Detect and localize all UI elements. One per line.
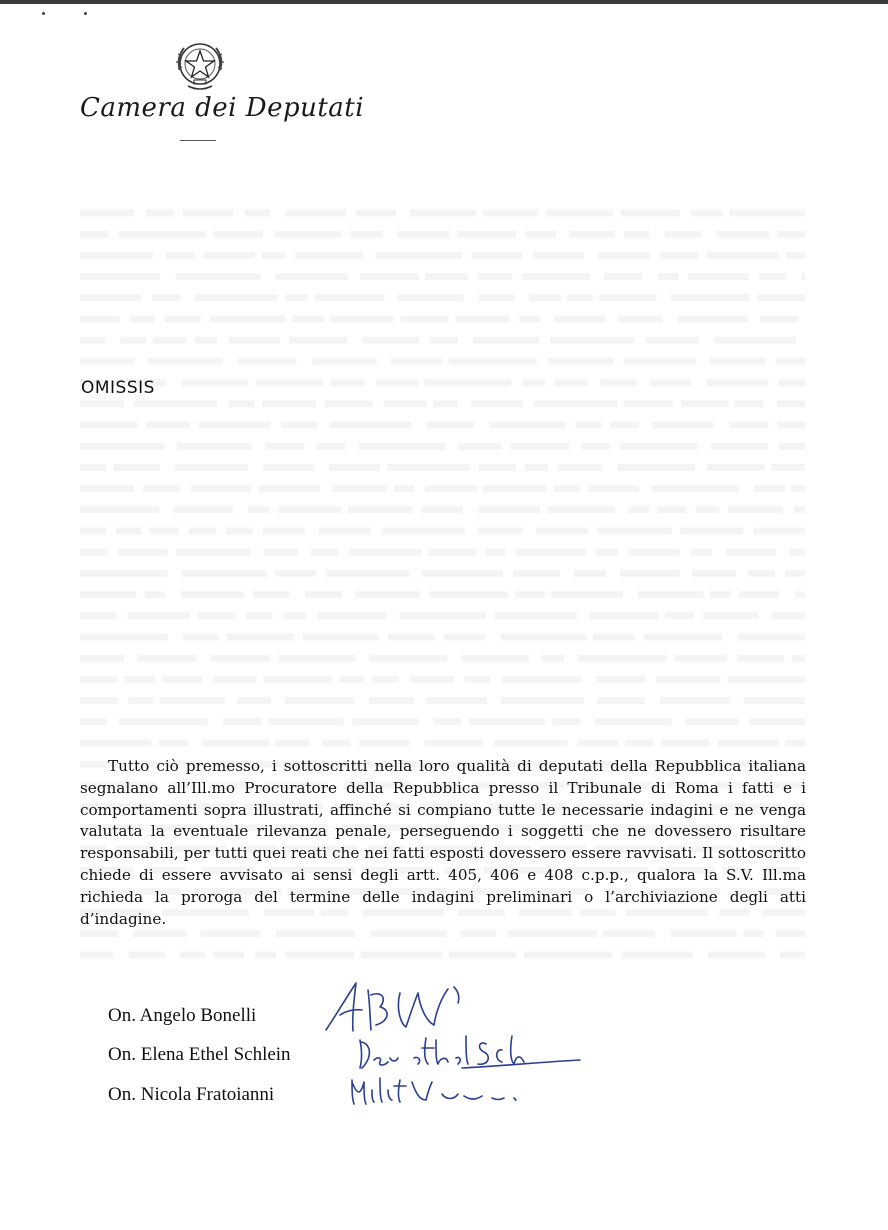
scan-mark — [84, 12, 87, 15]
signatory-name: On. Angelo Bonelli — [108, 1005, 257, 1026]
signature-schlein — [352, 1028, 584, 1078]
page-top-border — [0, 0, 888, 4]
italian-republic-emblem-icon — [170, 36, 230, 94]
signatory-name: On. Elena Ethel Schlein — [108, 1044, 291, 1065]
closing-paragraph: Tutto ciò premesso, i sottoscritti nella loro qualità di deputati della Repubblica italiana segnalano all’Ill.mo Procuratore della Repubblica presso il Tribunale di Roma i fatti e i comportamenti sopra illustrati, affinché si compiano tutte le necessarie indagini e ne venga valutata la eventuale rilevanza penale, perseguendo i soggetti che ne dovessero risultare responsabili, per tutti quei reati che nei fatti esposti dovessero essere ravvisati. Il sottoscritto chiede di essere avvisato ai sensi degli artt. 405, 406 e 408 c.p.p., qualora la S.V. Ill.ma richieda la proroga del termine delle indagini preliminari o l’archiviazione degli atti d’indagine. — [80, 757, 806, 928]
omissis-label: OMISSIS — [81, 378, 155, 398]
header-divider — [180, 140, 216, 141]
institution-name: Camera dei Deputati — [80, 93, 365, 123]
signatory-name: On. Nicola Fratoianni — [108, 1084, 275, 1105]
signature-fratoianni — [346, 1072, 522, 1112]
scan-mark — [42, 12, 45, 15]
